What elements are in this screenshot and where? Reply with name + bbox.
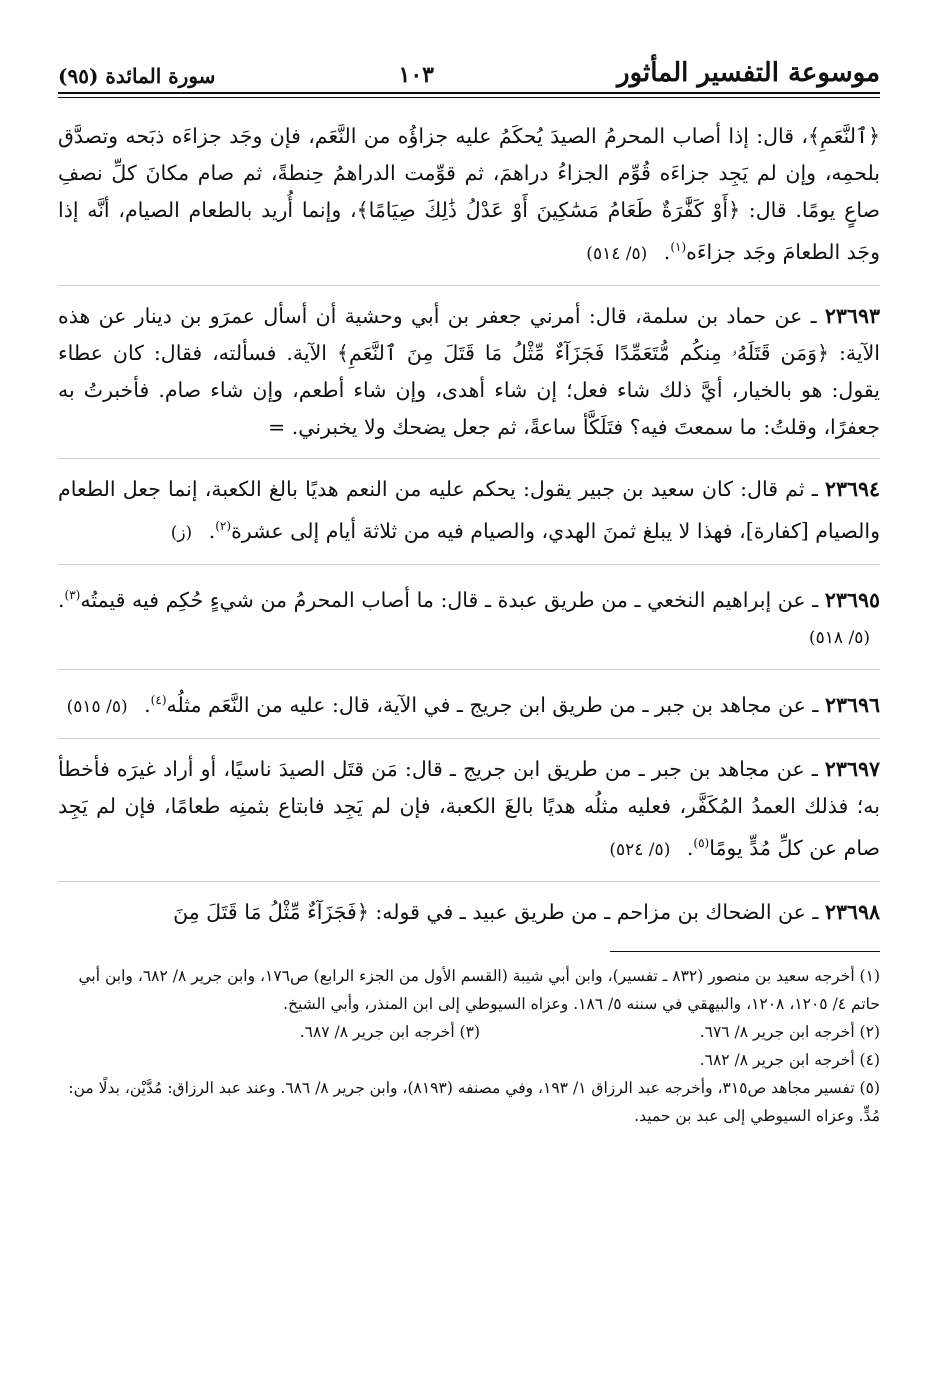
narration-number: ٢٣٦٩٦ [824,693,880,718]
narration-23695: ٢٣٦٩٥ ـ عن إبراهيم النخعي ـ من طريق عبدة ـ قال: ما أصاب المحرمُ من شيءٍ حُكِم فيه قيمتُه$^{(٣)}$. (٥/ ٥١٨) [58,587,880,649]
book-title: موسوعة التفسير المأثور [617,58,880,88]
footnote-5: (٥) تفسير مجاهد ص٣١٥، وأخرجه عبد الرزاق ١/ ١٩٣، وفي مصنفه (٨١٩٣)، وابن جرير ٨/ ٦٨٦. وعند عبد الرزاق: مُدَّيْن، بدلًا من: مُدٍّ. وعزاه السيوطي إلى عبد بن حميد. [68,1079,880,1126]
narration-23694: ٢٣٦٩٤ ـ ثم قال: كان سعيد بن جبير يقول: يحكم عليه من النعم هديًا بالغ الكعبة، إنما جعل الطعام والصيام [كفارة]، فهذا لا يبلغ ثمنَ الهدي، والصيام فيه من ثلاثة أيام إلى عشرة$^{(٢)}$. (ز) [58,476,880,543]
paragraph-divider [58,285,880,286]
paragraph-divider [58,564,880,565]
narration-23697: ٢٣٦٩٧ ـ عن مجاهد بن جبر ـ من طريق ابن جريج ـ قال: مَن قتَل الصيدَ ناسيًا، أو أراد غيرَه فأخطأ به؛ فذلك العمدُ المُكَفَّر، فعليه مثلُه هديًا بالغَ الكعبة، فإن لم يَجِد فابتاع بثمنِه طعامًا، فإن لم يَجِد صام عن كلِّ مُدٍّ يومًا$^{(٥)}$. (٥/ ٥٢٤) [58,757,880,861]
narration-number: ٢٣٦٩٤ [824,476,880,501]
page [58,40,880,1130]
source-reference: (ز) [170,522,193,543]
footnote-1: (١) أخرجه سعيد بن منصور (٨٣٢ ـ تفسير)، وابن أبي شيبة (القسم الأول من الجزء الرابع) ص١٧٦، وابن جرير ٨/ ٦٨٢، وابن أبي حاتم ٤/ ١٢٠٥، ١٢٠٨، والبيهقي في سننه ٥/ ١٨٦. وعزاه السيوطي إلى ابن المنذر، وأبي الشيخ. [78,967,880,1014]
paragraph-continued: ﴿ٱلنَّعَمِ﴾، قال: إذا أصاب المحرمُ الصيدَ يُحكَمُ عليه جزاؤُه من النَّعَم، فإن وجَد جزاءَه ذبَحه وتصدَّق بلحمِه، وإن لم يَجِد جزاءَه قُوِّم الجزاءُ دراهمَ، ثم قوِّمت الدراهمُ حِنطةً، ثم صام مكانَ كلِّ نصفِ صاعٍ يومًا. قال: ﴿أَوْ كَفَّٰرَةٌ طَعَامُ مَسَٰكِينَ أَوْ عَدْلُ ذَٰلِكَ صِيَامًا﴾، وإنما أُريد بالطعام الصيام، أنَّه إذا وجَد الطعامَ وجَد جزاءَه$^{(١)}$. (٥/ ٥١٤) [58,124,880,264]
footnote-marker: (٣) [64,587,81,602]
page-header [58,40,880,88]
narration-23693: ٢٣٦٩٣ ـ عن حماد بن سلمة، قال: أمرني جعفر بن أبي وحشية أن أسأل عمرَو بن دينار عن هذه الآية: ﴿وَمَن قَتَلَهُۥ مِنكُم مُّتَعَمِّدًا فَجَزَآءٌ مِّثْلُ مَا قَتَلَ مِنَ ٱلنَّعَمِ﴾ الآية. فسألته، فقال: كان عطاء يقول: هو بالخيار، أيَّ ذلك شاء فعل؛ إن شاء أهدى، وإن شاء أطعم، وإن شاء صام. فأخبرتُ به جعفرًا، وقلتُ: ما سمعتَ فيه؟ فتَلَكَّأ ساعةً، ثم جعل يضحك ولا يخبرني. = [58,303,880,439]
paragraph-divider [58,458,880,459]
footnote-marker: (١) [670,240,687,254]
footnote-row [58,1018,880,1046]
paragraph-divider [58,669,880,670]
footnote-marker: (٤) [150,693,167,708]
narration-23698: ٢٣٦٩٨ ـ عن الضحاك بن مزاحم ـ من طريق عبيد ـ في قوله: ﴿فَجَزَآءٌ مِّثْلُ مَا قَتَلَ مِنَ [173,900,880,925]
narration-number: ٢٣٦٩٣ [824,303,880,328]
footnotes [58,962,880,1130]
narration-number: ٢٣٦٩٧ [824,757,880,782]
narration-23696: ٢٣٦٩٦ ـ عن مجاهد بن جبر ـ من طريق ابن جريج ـ في الآية، قال: عليه من النَّعَم مثلُه$^{(٤)}$. (٥/ ٥١٥) [66,693,880,718]
source-reference: (٥/ ٥١٤) [586,243,648,264]
footnote-marker: (٢) [215,518,232,533]
footnote-2: (٢) أخرجه ابن جرير ٨/ ٦٧٦. [699,1023,880,1042]
header-rule [58,92,880,94]
narration-number: ٢٣٦٩٨ [824,900,880,925]
paragraph-divider [58,738,880,739]
header-rule-thin [58,97,880,98]
narration-number: ٢٣٦٩٥ [824,587,880,612]
footnote-rule [610,951,880,952]
page-number: ١٠٣ [398,62,434,88]
footnote-4: (٤) أخرجه ابن جرير ٨/ ٦٨٢. [699,1051,880,1070]
source-reference: (٥/ ٥١٥) [66,697,128,718]
paragraph-divider [58,881,880,882]
source-reference: (٥/ ٥١٨) [809,628,870,649]
footnote-marker: (٥) [693,836,710,851]
main-text [58,118,880,931]
surah-label: سورة المائدة (٩٥) [58,64,216,88]
footnote-3: (٣) أخرجه ابن جرير ٨/ ٦٨٧. [299,1023,480,1042]
source-reference: (٥/ ٥٢٤) [609,840,671,861]
